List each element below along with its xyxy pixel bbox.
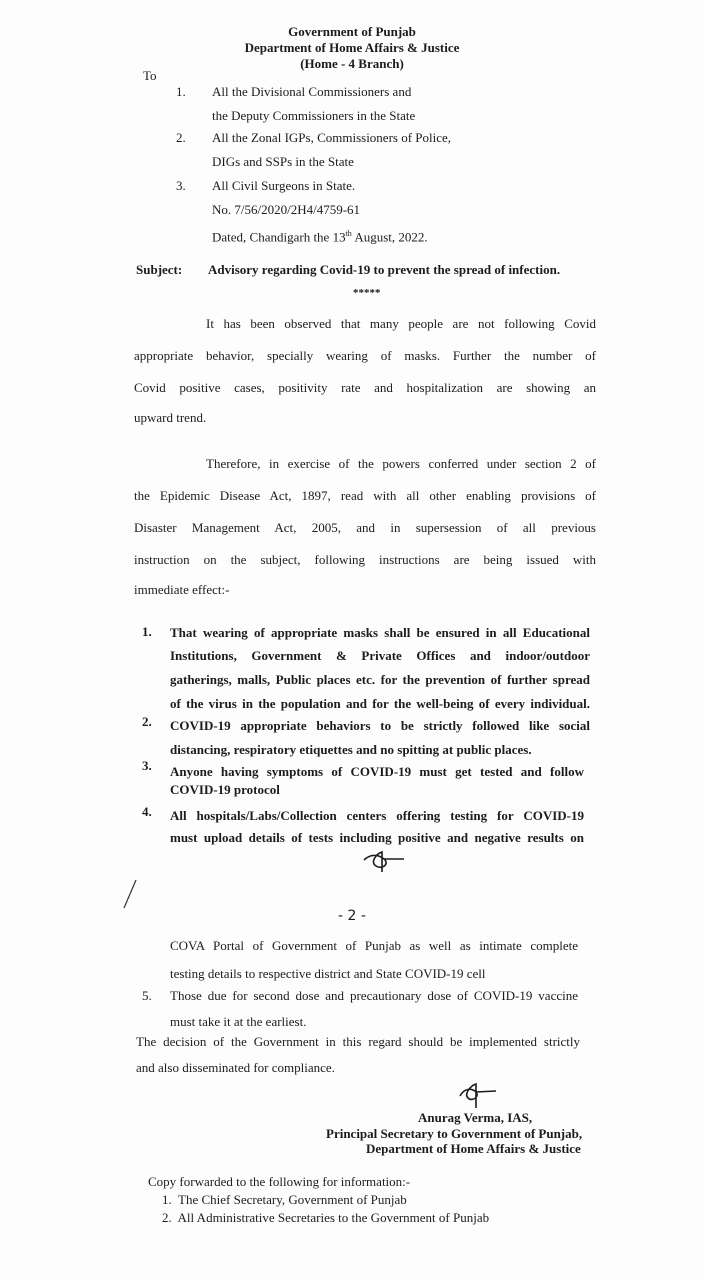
margin-stroke-icon	[118, 876, 142, 912]
recipient-line: DIGs and SSPs in the State	[212, 154, 354, 169]
instruction-line: COVID-19 appropriate behaviors to be strictly followed like social	[170, 718, 590, 733]
paragraph-line: upward trend.	[134, 410, 207, 425]
recipient-line: the Deputy Commissioners in the State	[212, 108, 416, 123]
instruction-number: 4.	[142, 804, 152, 819]
copy-heading: Copy forwarded to the following for information:-	[148, 1174, 411, 1189]
to-label: To	[143, 68, 157, 83]
instruction-line: of the virus in the population and for the well-being of every individual.	[170, 696, 590, 711]
continuation-line: COVA Portal of Government of Punjab as well as intimate complete	[170, 938, 578, 953]
instruction-number: 2.	[142, 714, 152, 729]
recipient-line: All Civil Surgeons in State.	[212, 178, 356, 193]
paragraph-line: immediate effect:-	[134, 582, 230, 597]
recipient-number: 2.	[176, 130, 186, 145]
recipient-number: 3.	[176, 178, 186, 193]
copy-item: 2. All Administrative Secretaries to the Government of Punjab	[162, 1210, 490, 1225]
header-government: Government of Punjab	[288, 24, 416, 39]
instruction-number: 3.	[142, 758, 152, 773]
closing-line: The decision of the Government in this regard should be implemented strictly	[136, 1034, 580, 1049]
signatory-department: Department of Home Affairs & Justice	[366, 1141, 581, 1156]
closing-line: and also disseminated for compliance.	[136, 1060, 335, 1075]
recipient-line: All the Divisional Commissioners and	[212, 84, 412, 99]
continuation-line: testing details to respective district and State COVID-19 cell	[170, 966, 486, 981]
initials-mark-icon	[360, 846, 408, 876]
instruction-number: 5.	[142, 988, 152, 1003]
date-line: Dated, Chandigarh the 13th August, 2022.	[212, 229, 428, 245]
subject-text: Advisory regarding Covid-19 to prevent the spread of infection.	[208, 262, 561, 277]
instruction-line: Anyone having symptoms of COVID-19 must get tested and follow	[170, 764, 584, 779]
header-branch: (Home - 4 Branch)	[300, 56, 404, 71]
paragraph-line: instruction on the subject, following instructions are being issued with	[134, 552, 596, 567]
signatory-title: Principal Secretary to Government of Punjab,	[326, 1126, 583, 1141]
signatory-name: Anurag Verma, IAS,	[418, 1110, 533, 1125]
paragraph-line: Disaster Management Act, 2005, and in supersession of all previous	[134, 520, 596, 535]
instruction-line: Those due for second dose and precautionary dose of COVID-19 vaccine	[170, 988, 578, 1003]
instruction-number: 1.	[142, 624, 152, 639]
instruction-line: must upload details of tests including positive and negative results on	[170, 830, 584, 845]
instruction-line: Institutions, Government & Private Offices and indoor/outdoor	[170, 648, 590, 663]
recipient-number: 1.	[176, 84, 186, 99]
paragraph-line: Therefore, in exercise of the powers conferred under section 2 of	[206, 456, 596, 471]
paragraph-line: Covid positive cases, positivity rate and hospitalization are showing an	[134, 380, 596, 395]
paragraph-line: the Epidemic Disease Act, 1897, read with all other enabling provisions of	[134, 488, 596, 503]
recipient-line: All the Zonal IGPs, Commissioners of Police,	[212, 130, 452, 145]
instruction-line: distancing, respiratory etiquettes and no spitting at public places.	[170, 742, 532, 757]
instruction-line: All hospitals/Labs/Collection centers offering testing for COVID-19	[170, 808, 584, 823]
instruction-line: must take it at the earliest.	[170, 1014, 307, 1029]
instruction-line: gatherings, malls, Public places etc. for the prevention of further spread	[170, 672, 590, 687]
header-department: Department of Home Affairs & Justice	[244, 40, 460, 55]
page-marker: - 2 -	[338, 908, 366, 924]
separator-stars: *****	[353, 287, 381, 299]
copy-item: 1. The Chief Secretary, Government of Punjab	[162, 1192, 407, 1207]
paragraph-line: It has been observed that many people are not following Covid	[206, 316, 596, 331]
subject-label: Subject:	[136, 262, 183, 277]
signature-icon	[454, 1080, 500, 1110]
instruction-line: COVID-19 protocol	[170, 782, 280, 797]
paragraph-line: appropriate behavior, specially wearing of masks. Further the number of	[134, 348, 596, 363]
instruction-line: That wearing of appropriate masks shall be ensured in all Educational	[170, 625, 590, 640]
reference-number: No. 7/56/2020/2H4/4759-61	[212, 202, 361, 217]
